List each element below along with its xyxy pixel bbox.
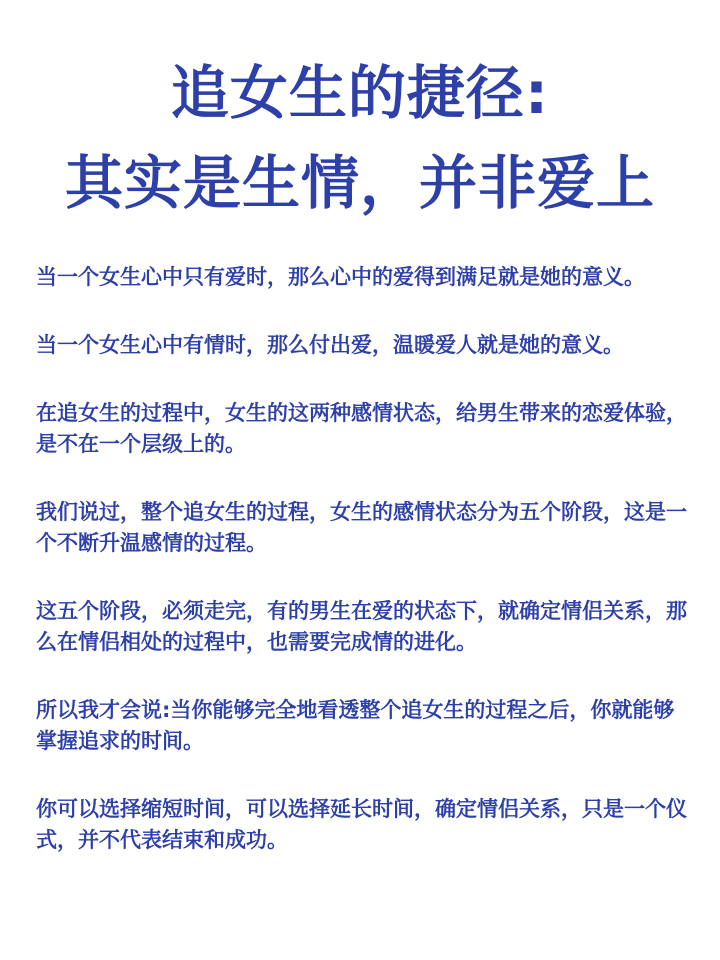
paragraph-2: 当一个女生心中有情时，那么付出爱，温暖爱人就是她的意义。 xyxy=(36,333,624,357)
article-body xyxy=(36,262,688,893)
paragraph-3: 在追女生的过程中，女生的这两种感情状态，给男生带来的恋爱体验，是不在一个层级上的。 xyxy=(36,401,687,456)
title-line-1: 追女生的捷径: xyxy=(170,59,550,127)
paragraph-7: 你可以选择缩短时间，可以选择延长时间，确定情侣关系，只是一个仪式，并不代表结束和成功。 xyxy=(36,797,687,852)
paragraph-1: 当一个女生心中只有爱时，那么心中的爱得到满足就是她的意义。 xyxy=(36,265,645,289)
page-title xyxy=(0,48,720,228)
paragraph-5: 这五个阶段，必须走完，有的男生在爱的状态下，就确定情侣关系，那么在情侣相处的过程中，也需要完成情的进化。 xyxy=(36,599,687,654)
paragraph-6: 所以我才会说:当你能够完全地看透整个追女生的过程之后，你就能够掌握追求的时间。 xyxy=(36,698,675,753)
paragraph-4: 我们说过，整个追女生的过程，女生的感情状态分为五个阶段，这是一个不断升温感情的过程。 xyxy=(36,500,687,555)
title-line-2: 其实是生情，并非爱上 xyxy=(64,149,655,217)
